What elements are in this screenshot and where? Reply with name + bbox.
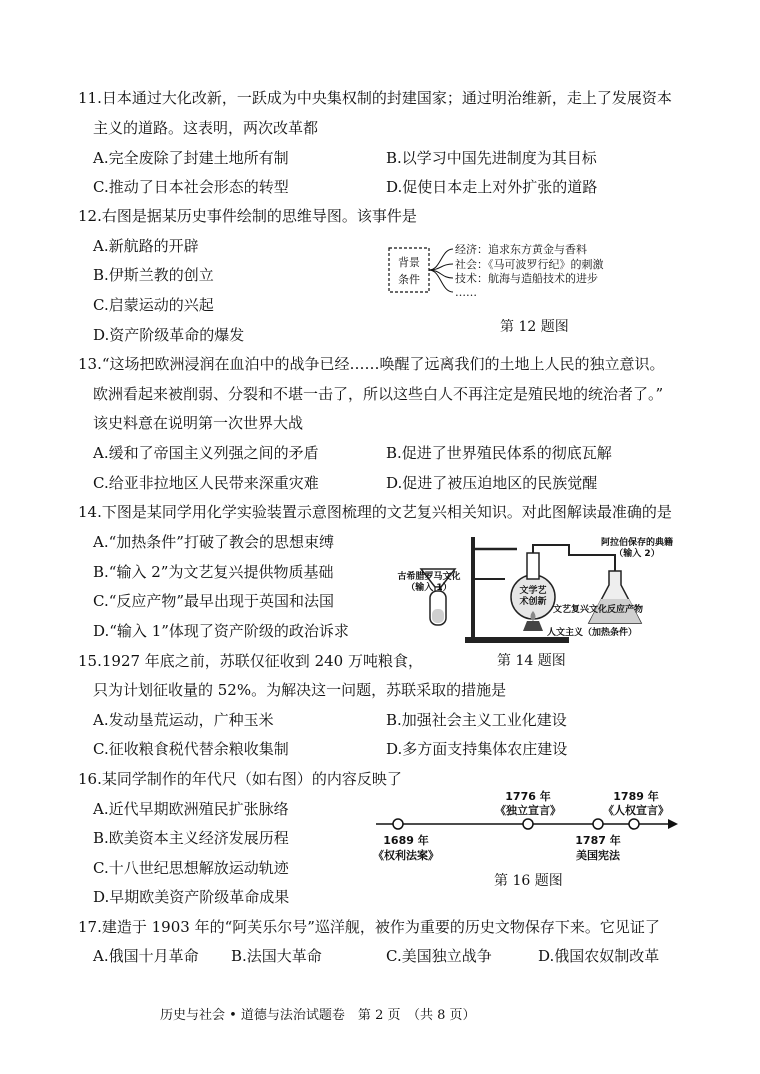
q16-stem: 16.某同学制作的年代尺（如右图）的内容反映了 (78, 770, 402, 788)
q15-option-d: D.多方面支持集体农庄建设 (386, 740, 568, 758)
q17-option-c: C.美国独立战争 (386, 947, 492, 965)
q17-option-b: B.法国大革命 (231, 947, 322, 965)
q14-option-d: D.“输入 1”体现了资产阶级的政治诉求 (93, 622, 349, 640)
q13-option-c: C.给亚非拉地区人民带来深重灾难 (93, 474, 319, 492)
mind-map-branch-line-4 (429, 270, 453, 292)
mind-map-branch-more: …… (455, 286, 477, 299)
page-footer: 历史与社会 • 道德与法治试题卷 第 2 页 （共 8 页） (160, 1008, 476, 1023)
q13-option-a: A.缓和了帝国主义列强之间的矛盾 (93, 444, 319, 462)
timeline-1776-year: 1776 年 (505, 790, 551, 803)
product-label: 文艺复兴文化反应产物 (553, 605, 644, 615)
q16-option-b: B.欧美资本主义经济发展历程 (93, 829, 289, 847)
q14-figure-caption: 第 14 题图 (497, 653, 566, 669)
mind-map-branch-technology: 技术：航海与造船技术的进步 (455, 272, 598, 285)
mind-map-root-line2: 条件 (398, 273, 420, 286)
timeline-1689-event: 《权利法案》 (373, 849, 439, 862)
q15-option-a: A.发动垦荒运动，广种玉米 (93, 711, 274, 729)
timeline-1787-event: 美国宪法 (576, 849, 620, 862)
q14-option-b: B.“输入 2”为文艺复兴提供物质基础 (93, 563, 334, 581)
q12-figure-caption: 第 12 题图 (500, 319, 569, 335)
test-tube-liquid (432, 609, 444, 623)
timeline-node-1789 (629, 819, 639, 829)
q12-option-c: C.启蒙运动的兴起 (93, 296, 214, 314)
timeline-arrow (668, 819, 678, 829)
q16-timeline-figure (362, 786, 682, 866)
q14-stem: 14.下图是某同学用化学实验装置示意图梳理的文艺复兴相关知识。对此图解读最准确的是 (78, 503, 672, 521)
q11-stem-line1: 11.日本通过大化改新，一跃成为中央集权制的封建国家；通过明治维新，走上了发展资本 (78, 89, 672, 107)
timeline-node-1776 (523, 819, 533, 829)
timeline-1789-event: 《人权宣言》 (603, 804, 669, 817)
heat-condition-label: 人文主义（加热条件） (547, 628, 638, 638)
input2-label-line1: 阿拉伯保存的典籍 (600, 538, 674, 548)
q13-option-b: B.促进了世界殖民体系的彻底瓦解 (386, 444, 612, 462)
q14-option-c: C.“反应产物”最早出现于英国和法国 (93, 592, 335, 610)
q13-stem-line1: 13.“这场把欧洲浸润在血泊中的战争已经……唤醒了远离我们的土地上人民的独立意识。 (78, 355, 665, 373)
q12-option-b: B.伊斯兰教的创立 (93, 266, 214, 284)
q14-option-a: A.“加热条件”打破了教会的思想束缚 (93, 533, 334, 551)
q16-figure-caption: 第 16 题图 (494, 873, 563, 889)
timeline-1689-year: 1689 年 (383, 834, 429, 847)
q11-option-b: B.以学习中国先进制度为其目标 (386, 149, 597, 167)
q13-stem-line2: 欧洲看起来被削弱、分裂和不堪一击了，所以这些白人不再注定是殖民地的统治者了。” (93, 385, 664, 403)
mind-map-branch-society: 社会：《马可波罗行纪》的刺激 (455, 258, 604, 271)
q15-option-b: B.加强社会主义工业化建设 (386, 711, 567, 729)
q15-stem-line1: 15.1927 年底之前，苏联仅征收到 240 万吨粮食， (78, 652, 423, 670)
q12-stem: 12.右图是据某历史事件绘制的思维导图。该事件是 (78, 207, 417, 225)
q11-option-c: C.推动了日本社会形态的转型 (93, 178, 289, 196)
q11-stem-line2: 主义的道路。这表明，两次改革都 (93, 119, 319, 137)
input1-label-line1: 古希腊罗马文化 (397, 572, 461, 582)
q17-option-d: D.俄国农奴制改革 (538, 947, 660, 965)
q13-stem-line3: 该史料意在说明第一次世界大战 (93, 414, 304, 432)
timeline-1787-year: 1787 年 (575, 834, 621, 847)
flask-neck (527, 553, 539, 579)
q15-stem-line2: 只为计划征收量的 52%。为解决这一问题，苏联采取的措施是 (93, 681, 507, 699)
q15-option-c: C.征收粮食税代替余粮收集制 (93, 740, 289, 758)
flask-label-line1: 文学艺 (519, 586, 547, 596)
q12-option-a: A.新航路的开辟 (93, 237, 199, 255)
q17-option-a: A.俄国十月革命 (93, 947, 199, 965)
delivery-tube (533, 545, 615, 571)
alcohol-lamp (523, 621, 543, 631)
q14-lab-apparatus-figure (383, 527, 683, 647)
q11-option-d: D.促使日本走上对外扩张的道路 (386, 178, 598, 196)
input2-label-line2: （输入 2） (614, 549, 660, 559)
q17-stem: 17.建造于 1903 年的“阿芙乐尔号”巡洋舰，被作为重要的历史文物保存下来。它见证了 (78, 918, 660, 936)
flask-label-line2: 术创新 (519, 597, 547, 607)
mind-map-root-line1: 背景 (398, 256, 420, 269)
q12-mind-map-figure (385, 238, 655, 300)
q13-option-d: D.促进了被压迫地区的民族觉醒 (386, 474, 598, 492)
timeline-1776-event: 《独立宣言》 (495, 804, 561, 817)
timeline-1789-year: 1789 年 (613, 790, 659, 803)
q16-option-a: A.近代早期欧洲殖民扩张脉络 (93, 800, 289, 818)
q12-option-d: D.资产阶级革命的爆发 (93, 326, 245, 344)
stand-rod (471, 537, 475, 639)
timeline-node-1689 (393, 819, 403, 829)
input1-label-line2: （输入 1） (406, 583, 452, 593)
mind-map-branch-economy: 经济：追求东方黄金与香料 (455, 243, 587, 256)
q11-option-a: A.完全废除了封建土地所有制 (93, 149, 289, 167)
q16-option-c: C.十八世纪思想解放运动轨迹 (93, 859, 289, 877)
timeline-node-1787 (593, 819, 603, 829)
q16-option-d: D.早期欧美资产阶级革命成果 (93, 888, 290, 906)
